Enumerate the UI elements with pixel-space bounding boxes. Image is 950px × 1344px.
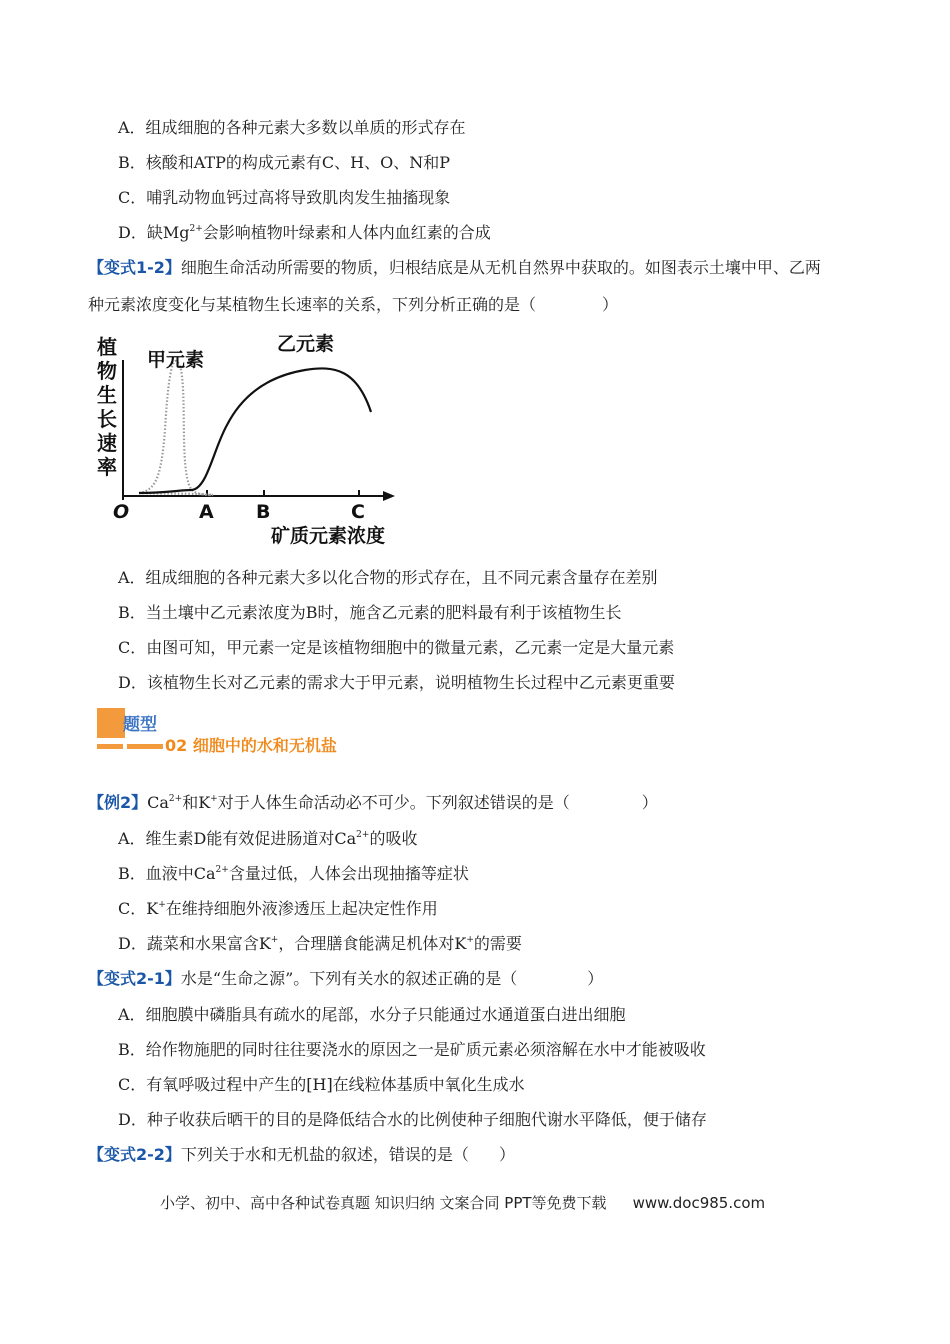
variant-2-1-stem: 【变式2-1】水是“生命之源”。下列有关水的叙述正确的是（ ） xyxy=(88,969,604,988)
v21-option-d: D．种子收获后晒干的目的是降低结合水的比例使种子细胞代谢水平降低，便于储存 xyxy=(118,1110,707,1129)
series-jia-label: 甲元素 xyxy=(147,349,205,371)
q1-option-d: D．缺$Mg^{2+}$会影响植物叶绿素和人体内血红素的合成 xyxy=(118,223,491,242)
section-title: 02 细胞中的水和无机盐 xyxy=(165,736,337,755)
q1-option-b: B．核酸和ATP的构成元素有C、H、O、N和P xyxy=(118,153,450,172)
v12-option-d: D．该植物生长对乙元素的需求大于甲元素，说明植物生长过程中乙元素更重要 xyxy=(118,673,675,692)
section-square-icon xyxy=(97,708,125,738)
y-axis-label-char: 生 xyxy=(97,383,117,407)
y-axis-label-char: 率 xyxy=(97,455,117,479)
variant-2-2-stem: 【变式2-2】下列关于水和无机盐的叙述，错误的是（ ） xyxy=(88,1145,515,1164)
section-underline-short xyxy=(97,744,123,749)
footer-text: 小学、初中、高中各种试卷真题 知识归纳 文案合同 PPT等免费下载 xyxy=(160,1194,607,1212)
ex2-option-a: A．维生素D能有效促进肠道对$Ca^{2+}$的吸收 xyxy=(118,829,418,848)
q1-option-c: C．哺乳动物血钙过高将导致肌肉发生抽搐现象 xyxy=(118,188,451,207)
y-axis-label-char: 速 xyxy=(97,431,117,455)
tick-label-a: A xyxy=(199,501,214,523)
variant-tag: 【变式1-2】 xyxy=(88,258,181,277)
series-jia-curve xyxy=(139,361,213,495)
variant-tag: 【变式2-2】 xyxy=(88,1145,181,1164)
x-axis-label: 矿质元素浓度 xyxy=(271,525,386,547)
tick-label-b: B xyxy=(256,501,271,523)
ex2-option-b: B．血液中$Ca^{2+}$含量过低，人体会出现抽搐等症状 xyxy=(118,864,469,883)
x-axis-arrow xyxy=(383,491,395,501)
section-icon-word: 题型 xyxy=(123,715,157,735)
section-type-icon xyxy=(97,708,163,752)
q1-option-a: A．组成细胞的各种元素大多数以单质的形式存在 xyxy=(118,118,466,137)
v12-option-c: C．由图可知，甲元素一定是该植物细胞中的微量元素，乙元素一定是大量元素 xyxy=(118,638,675,657)
v21-option-c: C．有氧呼吸过程中产生的[H]在线粒体基质中氧化生成水 xyxy=(118,1075,525,1094)
v21-option-a: A．细胞膜中磷脂具有疏水的尾部，水分子只能通过水通道蛋白进出细胞 xyxy=(118,1005,626,1024)
example-tag: 【例2】 xyxy=(88,793,148,812)
footer-site[interactable]: www.doc985.com xyxy=(632,1194,766,1212)
variant-tag: 【变式2-1】 xyxy=(88,969,181,988)
page-footer xyxy=(160,1192,765,1213)
v12-option-b: B．当土壤中乙元素浓度为B时，施含乙元素的肥料最有利于该植物生长 xyxy=(118,603,622,622)
origin-label: O xyxy=(113,501,130,523)
ex2-option-d: D．蔬菜和水果富含K+，合理膳食能满足机体对K+的需要 xyxy=(118,934,522,953)
y-axis-label xyxy=(97,335,117,479)
variant-1-2-stem-line2: 种元素浓度变化与某植物生长速率的关系，下列分析正确的是（ ） xyxy=(88,295,619,314)
ex2-option-c: C．K+在维持细胞外液渗透压上起决定性作用 xyxy=(118,899,438,918)
tick-label-c: C xyxy=(351,501,365,523)
variant-1-2-stem-line1: 【变式1-2】细胞生命活动所需要的物质，归根结底是从无机自然界中获取的。如图表示土壤中甲、乙两 xyxy=(88,258,821,277)
growth-rate-chart xyxy=(95,330,415,552)
section-underline-long xyxy=(127,744,163,749)
y-axis-label-char: 植 xyxy=(97,335,117,359)
series-yi-curve xyxy=(139,368,371,493)
series-yi-label: 乙元素 xyxy=(277,333,335,355)
v21-option-b: B．给作物施肥的同时往往要浇水的原因之一是矿质元素必须溶解在水中才能被吸收 xyxy=(118,1040,706,1059)
y-axis-label-char: 物 xyxy=(97,359,117,383)
example-2-stem: 【例2】$Ca^{2+}$和K+对于人体生命活动必不可少。下列叙述错误的是（ ） xyxy=(88,793,658,812)
y-axis-label-char: 长 xyxy=(97,407,117,431)
v12-option-a: A．组成细胞的各种元素大多以化合物的形式存在，且不同元素含量存在差别 xyxy=(118,568,658,587)
